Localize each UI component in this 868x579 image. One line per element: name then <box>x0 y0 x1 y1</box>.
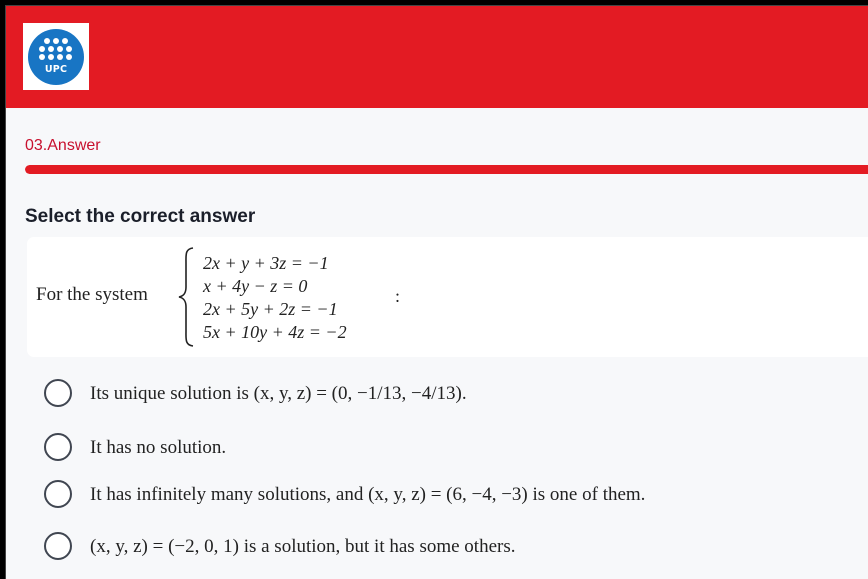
equation-2: x + 4y − z = 0 <box>203 276 308 296</box>
progress-bar <box>25 165 868 174</box>
upc-logo-circle <box>28 29 84 85</box>
logo-dot <box>57 46 63 52</box>
logo-dot <box>66 46 72 52</box>
logo-dot <box>57 54 63 60</box>
section-title: 03.Answer <box>25 137 101 154</box>
logo-dot <box>48 46 54 52</box>
logo-text: UPC <box>44 64 68 75</box>
option-label: (x, y, z) = (−2, 0, 1) is a solution, but it has some others. <box>90 536 516 557</box>
logo-dot <box>39 46 45 52</box>
option-label: It has infinitely many solutions, and (x, y, z) = (6, −4, −3) is one of them. <box>90 484 646 505</box>
quiz-page <box>5 5 868 579</box>
logo-dot <box>48 54 54 60</box>
option-label: It has no solution. <box>90 437 227 458</box>
logo-dot <box>39 54 45 60</box>
radio-button[interactable] <box>44 433 72 461</box>
question-colon: : <box>395 286 401 306</box>
option-label: Its unique solution is (x, y, z) = (0, −1/13, −4/13). <box>90 383 467 404</box>
equation-4: 5x + 10y + 4z = −2 <box>203 322 347 342</box>
logo-dot <box>44 38 50 44</box>
equation-3: 2x + 5y + 2z = −1 <box>203 299 338 319</box>
answer-option-4[interactable] <box>44 526 864 566</box>
logo-dot <box>66 54 72 60</box>
radio-button[interactable] <box>44 379 72 407</box>
answer-option-2[interactable] <box>44 427 864 467</box>
logo-dot <box>53 38 59 44</box>
equation-1: 2x + y + 3z = −1 <box>203 253 329 273</box>
answer-option-1[interactable] <box>44 373 864 413</box>
upc-logo <box>23 23 89 90</box>
progress-bar-fill <box>25 165 868 174</box>
question-instruction: Select the correct answer <box>25 206 256 227</box>
answer-option-3[interactable] <box>44 474 864 514</box>
question-card <box>27 237 868 357</box>
logo-dot <box>62 38 68 44</box>
question-prefix: For the system <box>36 284 148 305</box>
radio-button[interactable] <box>44 532 72 560</box>
left-brace-icon <box>178 247 196 347</box>
radio-button[interactable] <box>44 480 72 508</box>
header-bar <box>6 6 868 108</box>
